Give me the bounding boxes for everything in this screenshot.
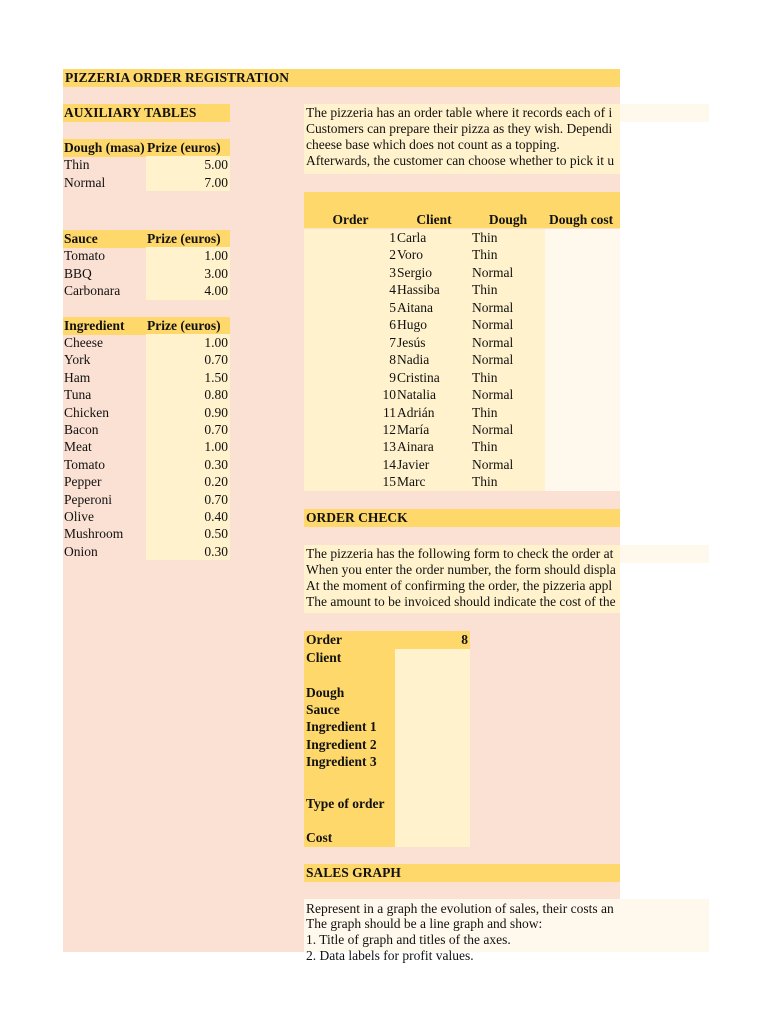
- order-dough: Thin: [472, 439, 498, 455]
- sales-graph-line-4: 2. Data labels for profit values.: [306, 948, 474, 963]
- item-price: 1.50: [146, 369, 230, 387]
- item-price: 0.20: [146, 473, 230, 491]
- item-price: 3.00: [146, 265, 230, 283]
- table-row: [63, 438, 230, 456]
- order-dough: Thin: [472, 369, 498, 385]
- order-number: 13: [382, 439, 396, 455]
- order-row: [304, 334, 620, 352]
- order-row: [304, 246, 620, 264]
- item-name: Cheese: [64, 335, 103, 350]
- item-name: Pepper: [64, 474, 102, 490]
- order-number: 1: [389, 230, 396, 245]
- item-price: 1.00: [146, 334, 230, 352]
- order-client: Natalia: [397, 387, 436, 403]
- item-price: 0.80: [146, 386, 230, 404]
- item-name: Tomato: [64, 456, 106, 472]
- table-row: [63, 456, 230, 474]
- order-row: [304, 299, 620, 317]
- table-row: [63, 386, 230, 404]
- item-price: 7.00: [146, 174, 230, 192]
- order-dough: Normal: [472, 421, 514, 437]
- page-title: [63, 69, 620, 87]
- order-row: [304, 404, 620, 422]
- form-label-client: Client: [306, 650, 342, 665]
- intro-line-1: The pizzeria has an order table where it records each of i: [306, 105, 613, 120]
- order-row: [304, 386, 620, 404]
- order-number: 6: [389, 317, 396, 333]
- order-number: 12: [382, 421, 396, 437]
- order-row: [304, 264, 620, 282]
- table-row: [63, 508, 230, 526]
- order-client: María: [397, 421, 430, 437]
- order-dough: Normal: [472, 456, 514, 472]
- table-row: [63, 282, 230, 300]
- order-number: 10: [382, 387, 396, 403]
- item-price: 0.70: [146, 421, 230, 439]
- item-name: Chicken: [64, 404, 109, 420]
- order-dough: Thin: [472, 247, 498, 263]
- order-client: Voro: [397, 247, 424, 263]
- order-dough: Thin: [472, 282, 498, 298]
- intro-text-bg: [620, 104, 709, 122]
- order-client: Cristina: [397, 369, 440, 385]
- table-row: [63, 404, 230, 422]
- order-number: 4: [389, 282, 396, 298]
- orders-table-header: Order Client Dough Dough cost: [332, 212, 614, 227]
- order-client: Marc: [397, 474, 426, 490]
- item-price: 0.30: [146, 456, 230, 474]
- item-name: York: [64, 352, 91, 368]
- table-row: [63, 156, 230, 174]
- order-dough: Thin: [472, 474, 498, 490]
- order-client: Sergio: [397, 264, 433, 280]
- auxiliary-heading: AUXILIARY TABLES: [63, 104, 230, 122]
- item-name: Tuna: [64, 387, 92, 403]
- table-row: [63, 265, 230, 283]
- item-name: Mushroom: [64, 526, 124, 542]
- intro-line-3: cheese base which does not count as a topping.: [306, 137, 560, 152]
- form-label-order: Order: [306, 632, 342, 647]
- order-number: 11: [383, 404, 396, 420]
- item-price: 0.70: [146, 351, 230, 369]
- item-price: 1.00: [146, 247, 230, 265]
- order-check-heading: ORDER CHECK: [304, 509, 620, 527]
- order-dough: Thin: [472, 230, 498, 245]
- sales-graph-heading: SALES GRAPH: [304, 864, 620, 882]
- form-label-type-of-order: Type of order: [306, 796, 385, 811]
- item-name: Thin: [64, 157, 90, 172]
- order-row: [304, 316, 620, 334]
- order-check-line-4: The amount to be invoiced should indicate the cost of the: [306, 594, 616, 609]
- order-row: [304, 281, 620, 299]
- form-label-ingredient-2: Ingredient 2: [306, 737, 377, 752]
- order-number: 5: [389, 299, 396, 315]
- form-order-input[interactable]: 8: [395, 631, 470, 649]
- order-dough: Normal: [472, 317, 514, 333]
- item-name: Carbonara: [64, 283, 121, 298]
- item-price: 0.90: [146, 404, 230, 422]
- item-name: Ham: [64, 369, 91, 385]
- item-price: 0.40: [146, 508, 230, 526]
- dough-table-header: Dough (masa) Prize (euros): [63, 139, 230, 157]
- form-values-column: [395, 649, 470, 847]
- intro-line-4: Afterwards, the customer can choose whether to pick it u: [306, 153, 615, 168]
- order-row: [304, 351, 620, 369]
- order-row: [304, 473, 620, 491]
- order-row: [304, 421, 620, 439]
- form-label-sauce: Sauce: [306, 702, 340, 717]
- item-price: 0.70: [146, 491, 230, 509]
- item-name: Normal: [64, 174, 106, 190]
- order-number: 14: [382, 456, 396, 472]
- item-name: Meat: [64, 439, 92, 455]
- item-name: Olive: [64, 509, 94, 524]
- table-row: [63, 421, 230, 439]
- order-client: Hugo: [397, 317, 427, 333]
- table-row: [63, 543, 230, 561]
- order-dough: Normal: [472, 264, 514, 280]
- form-label-cost: Cost: [306, 830, 333, 845]
- table-row: [63, 491, 230, 509]
- order-number: 7: [389, 334, 396, 350]
- ingredient-table-header: Ingredient Prize (euros): [63, 317, 230, 335]
- order-row: [304, 456, 620, 474]
- order-number: 2: [389, 247, 396, 263]
- order-number: 15: [382, 474, 396, 490]
- order-dough: Normal: [472, 352, 514, 368]
- item-name: Onion: [64, 543, 98, 559]
- order-row: [304, 369, 620, 387]
- order-dough: Normal: [472, 299, 514, 315]
- table-row: [63, 247, 230, 265]
- order-client: Hassiba: [397, 282, 440, 298]
- item-name: Peperoni: [64, 491, 112, 507]
- order-client: Jesús: [397, 334, 426, 350]
- sales-graph-line-1: Represent in a graph the evolution of sales, their costs an: [306, 901, 614, 916]
- order-client: Carla: [397, 230, 427, 245]
- order-number: 8: [389, 352, 396, 368]
- table-row: [63, 351, 230, 369]
- order-check-line-3: At the moment of confirming the order, the pizzeria appl: [306, 578, 613, 593]
- order-check-line-2: When you enter the order number, the form should displa: [306, 562, 616, 577]
- intro-line-2: Customers can prepare their pizza as they wish. Dependi: [306, 121, 613, 136]
- item-price: 1.00: [146, 438, 230, 456]
- table-row: [63, 174, 230, 192]
- table-row: [63, 369, 230, 387]
- item-price: 0.30: [146, 543, 230, 561]
- form-label-ingredient-3: Ingredient 3: [306, 754, 377, 769]
- order-dough: Normal: [472, 334, 514, 350]
- form-label-ingredient-1: Ingredient 1: [306, 719, 377, 734]
- sauce-table-header: Sauce Prize (euros): [63, 230, 230, 248]
- order-client: Nadia: [397, 352, 430, 368]
- order-row: [304, 229, 620, 247]
- order-row: [304, 438, 620, 456]
- table-row: [63, 525, 230, 543]
- order-dough: Thin: [472, 404, 498, 420]
- order-client: Adrián: [397, 404, 435, 420]
- order-check-text-bg-ext: [620, 545, 709, 563]
- table-row: [63, 473, 230, 491]
- item-price: 0.50: [146, 525, 230, 543]
- order-number: 3: [389, 264, 396, 280]
- order-check-line-1: The pizzeria has the following form to check the order at: [306, 546, 614, 561]
- page-title-text: PIZZERIA ORDER REGISTRATION: [65, 70, 290, 85]
- order-client: Aitana: [397, 299, 433, 315]
- item-name: Bacon: [64, 422, 99, 437]
- order-dough: Normal: [472, 387, 514, 403]
- table-row: [63, 334, 230, 352]
- item-price: 5.00: [146, 156, 230, 174]
- item-name: Tomato: [64, 248, 106, 263]
- order-number: 9: [389, 369, 396, 385]
- sales-graph-line-3: 1. Title of graph and titles of the axes.: [306, 932, 511, 947]
- order-client: Ainara: [397, 439, 434, 455]
- form-label-dough: Dough: [306, 685, 345, 700]
- item-price: 4.00: [146, 282, 230, 300]
- item-name: BBQ: [64, 265, 92, 281]
- sales-graph-line-2: The graph should be a line graph and show:: [306, 916, 543, 931]
- order-client: Javier: [397, 456, 430, 472]
